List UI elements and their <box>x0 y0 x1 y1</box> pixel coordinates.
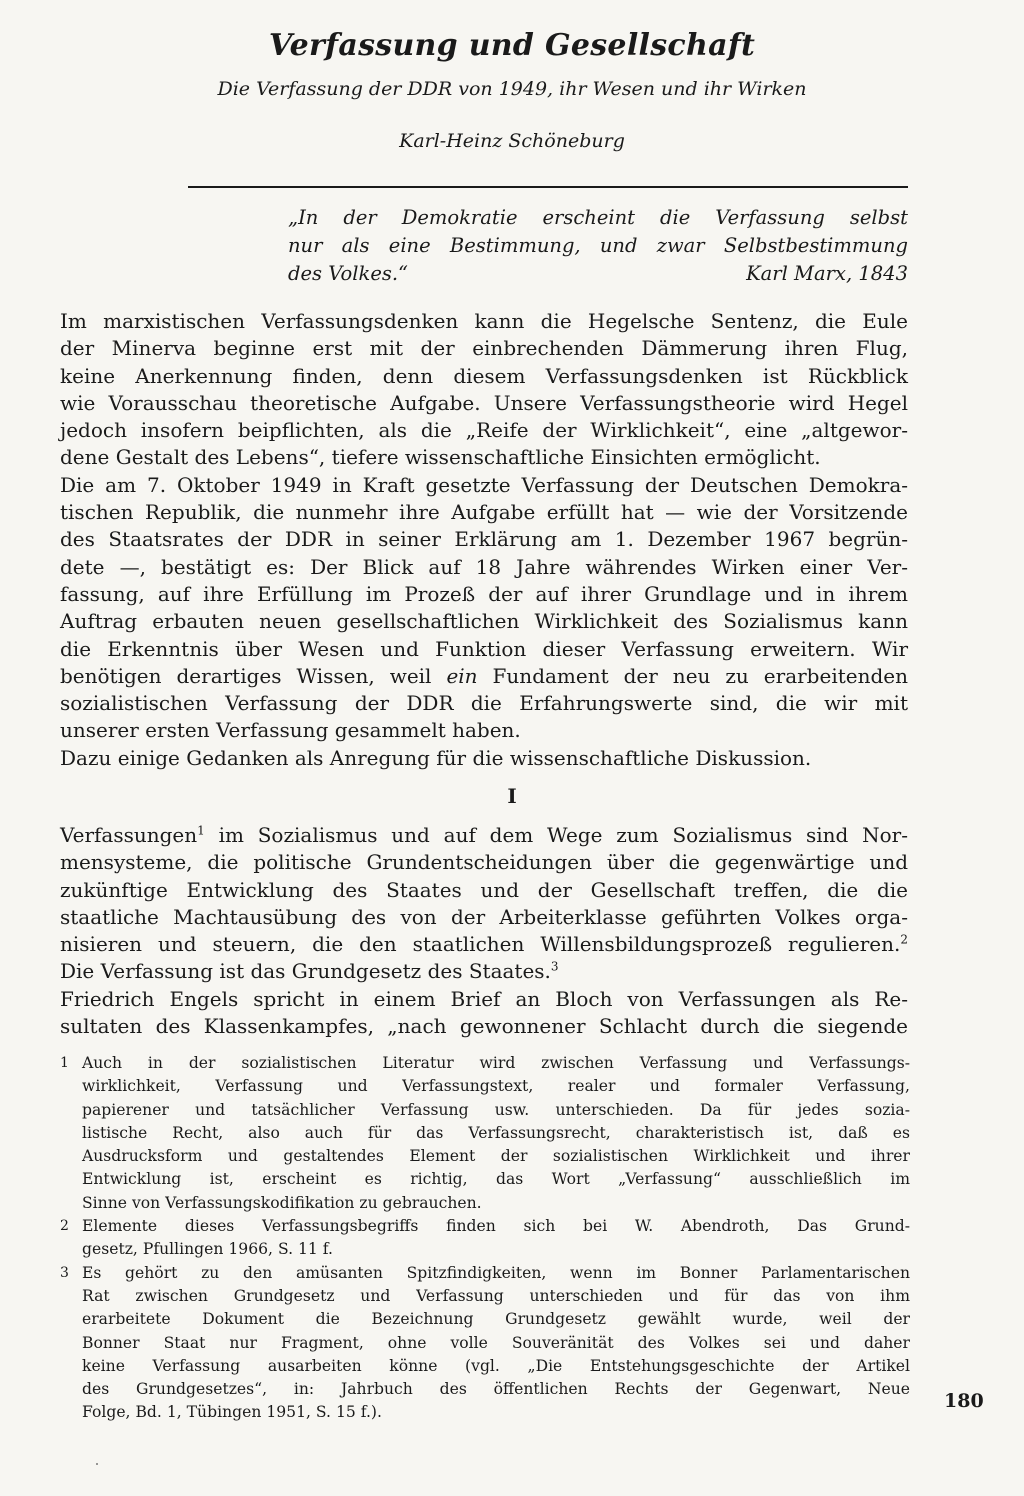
text-fragment: Verfassungen <box>60 823 198 847</box>
text-line: dete —, bestätigt es: Der Blick auf 18 Jahre währendes Wirken einer Ver- <box>60 554 908 579</box>
text-line: der Minerva beginne erst mit der einbrechenden Dämmerung ihren Flug, <box>60 336 908 361</box>
text-line <box>60 958 908 985</box>
text-line: des Staatsrates der DDR in seiner Erklärung am 1. Dezember 1967 begrün- <box>60 527 908 552</box>
epigraph-line: „In der Demokratie erscheint die Verfassung selbst <box>288 206 908 229</box>
text-line: Die am 7. Oktober 1949 in Kraft gesetzte Verfassung der Deutschen Demokra- <box>60 472 908 497</box>
text-line: sozialistischen Verfassung der DDR die Erfahrungswerte sind, die wir mit <box>60 691 908 716</box>
page-number: 180 <box>944 1390 984 1412</box>
footnotes <box>60 1052 910 1425</box>
footnote-line: Auch in der sozialistischen Literatur wird zwischen Verfassung und Verfassungs- <box>82 1054 910 1072</box>
text-fragment: im Sozialismus und auf dem Wege zum Sozialismus sind Nor- <box>204 823 908 847</box>
intro-paragraphs <box>60 308 908 772</box>
epigraph <box>288 204 908 288</box>
footnote-line: Elemente dieses Verfassungsbegriffs finden sich bei W. Abendroth, Das Grund- <box>82 1217 910 1236</box>
footnote-line: Bonner Staat nur Fragment, ohne volle Souveränität des Volkes sei und daher <box>82 1333 910 1352</box>
text-line: Dazu einige Gedanken als Anregung für die wissenschaftliche Diskussion. <box>60 745 812 770</box>
footnote-line: des Grundgesetzes“, in: Jahrbuch des öffentlichen Rechts der Gegenwart, Neue <box>82 1380 910 1399</box>
footnote-line: Es gehört zu den amüsanten Spitzfindigkeiten, wenn im Bonner Parlamentarischen <box>82 1263 910 1282</box>
footnote-number: 1 <box>60 1055 69 1071</box>
footnote-number: 2 <box>60 1218 69 1235</box>
title-divider <box>188 186 908 188</box>
text-line: jedoch insofern beipflichten, als die „Reife der Wirklichkeit“, eine „altgewor- <box>60 418 908 443</box>
text-fragment: Die Verfassung ist das Grundgesetz des Staates. <box>60 959 551 984</box>
text-line: sultaten des Klassenkampfes, „nach gewonnener Schlacht durch die siegende <box>60 1014 908 1039</box>
epigraph-line: nur als eine Bestimmung, und zwar Selbstbestimmung <box>288 234 908 257</box>
section-number: I <box>507 784 517 808</box>
footnote-ref[interactable]: 2 <box>900 932 908 947</box>
epigraph-last-line <box>288 260 908 288</box>
footnote-line: papierener und tatsächlicher Verfassung usw. unterschieden. Da für jedes sozia- <box>82 1100 910 1119</box>
text-fragment: Fundament der neu zu erarbeitenden <box>477 663 908 688</box>
footnote-ref[interactable]: 1 <box>197 823 205 838</box>
text-line: dene Gestalt des Lebens“, tiefere wissenschaftliche Einsichten ermöglicht. <box>60 445 821 470</box>
section-paragraphs <box>60 822 908 1040</box>
scan-speck <box>96 1463 98 1465</box>
article-subtitle: Die Verfassung der DDR von 1949, ihr Wesen und ihr Wirken <box>217 78 807 100</box>
text-line: Im marxistischen Verfassungsdenken kann die Hegelsche Sentenz, die Eule <box>60 309 908 333</box>
footnote-line: Sinne von Verfassungskodifikation zu gebrauchen. <box>82 1193 482 1212</box>
epigraph-attribution: Karl Marx, 1843 <box>746 262 908 285</box>
text-line <box>60 931 908 958</box>
footnote-line: Rat zwischen Grundgesetz und Verfassung unterschieden und für das von ihm <box>82 1286 910 1305</box>
footnote-line: erarbeitete Dokument die Bezeichnung Grundgesetz gewählt wurde, weil der <box>82 1310 910 1329</box>
article-author: Karl-Heinz Schöneburg <box>399 130 625 152</box>
text-line-with-emphasis <box>60 663 908 690</box>
text-line: Friedrich Engels spricht in einem Brief an Bloch von Verfassungen als Re- <box>60 986 908 1011</box>
text-fragment: nisieren und steuern, die den staatlichen Willensbildungsprozeß regulieren. <box>60 932 901 957</box>
text-line: mensysteme, die politische Grundentscheidungen über die gegenwärtige und <box>60 850 908 875</box>
text-line: staatliche Machtausübung des von der Arbeiterklasse geführten Volkes orga- <box>60 904 908 929</box>
text-line: zukünftige Entwicklung des Staates und der Gesellschaft treffen, die die <box>60 877 908 902</box>
footnote-line: Folge, Bd. 1, Tübingen 1951, S. 15 f.). <box>82 1403 382 1422</box>
text-line <box>60 822 908 849</box>
text-line: Auftrag erbauten neuen gesellschaftlichen Wirklichkeit des Sozialismus kann <box>60 609 908 634</box>
text-line: wie Vorausschau theoretische Aufgabe. Unsere Verfassungstheorie wird Hegel <box>60 390 908 415</box>
text-line: unserer ersten Verfassung gesammelt haben. <box>60 718 521 743</box>
article-title: Verfassung und Gesellschaft <box>268 28 756 63</box>
footnote <box>60 1262 910 1425</box>
footnote-line: gesetz, Pfullingen 1966, S. 11 f. <box>82 1240 333 1259</box>
footnote-line: keine Verfassung ausarbeiten könne (vgl. „Die Entstehungsgeschichte der Artikel <box>82 1356 910 1375</box>
footnote <box>60 1215 910 1262</box>
text-line: fassung, auf ihre Erfüllung im Prozeß der auf ihrer Grundlage und in ihrem <box>60 581 908 606</box>
emphasized-word: ein <box>446 663 478 688</box>
text-fragment: benötigen derartiges Wissen, weil <box>60 663 447 688</box>
epigraph-line: des Volkes.“ <box>288 262 409 285</box>
footnote-line: Entwicklung ist, erscheint es richtig, das Wort „Verfassung“ ausschließlich im <box>82 1170 910 1189</box>
text-line: die Erkenntnis über Wesen und Funktion dieser Verfassung erweitern. Wir <box>60 636 908 661</box>
footnote-line: wirklichkeit, Verfassung und Verfassungstext, realer und formaler Verfassung, <box>82 1077 910 1096</box>
text-line: keine Anerkennung finden, denn diesem Verfassungsdenken ist Rückblick <box>60 363 908 388</box>
footnote <box>60 1052 910 1215</box>
footnote-line: Ausdrucksform und gestaltendes Element der sozialistischen Wirklichkeit und ihrer <box>82 1147 910 1166</box>
footnote-number: 3 <box>60 1264 69 1281</box>
footnote-ref[interactable]: 3 <box>550 959 559 974</box>
text-line: tischen Republik, die nunmehr ihre Aufgabe erfüllt hat — wie der Vorsitzende <box>60 500 908 525</box>
footnote-line: listische Recht, also auch für das Verfassungsrecht, charakteristisch ist, daß es <box>82 1123 910 1142</box>
